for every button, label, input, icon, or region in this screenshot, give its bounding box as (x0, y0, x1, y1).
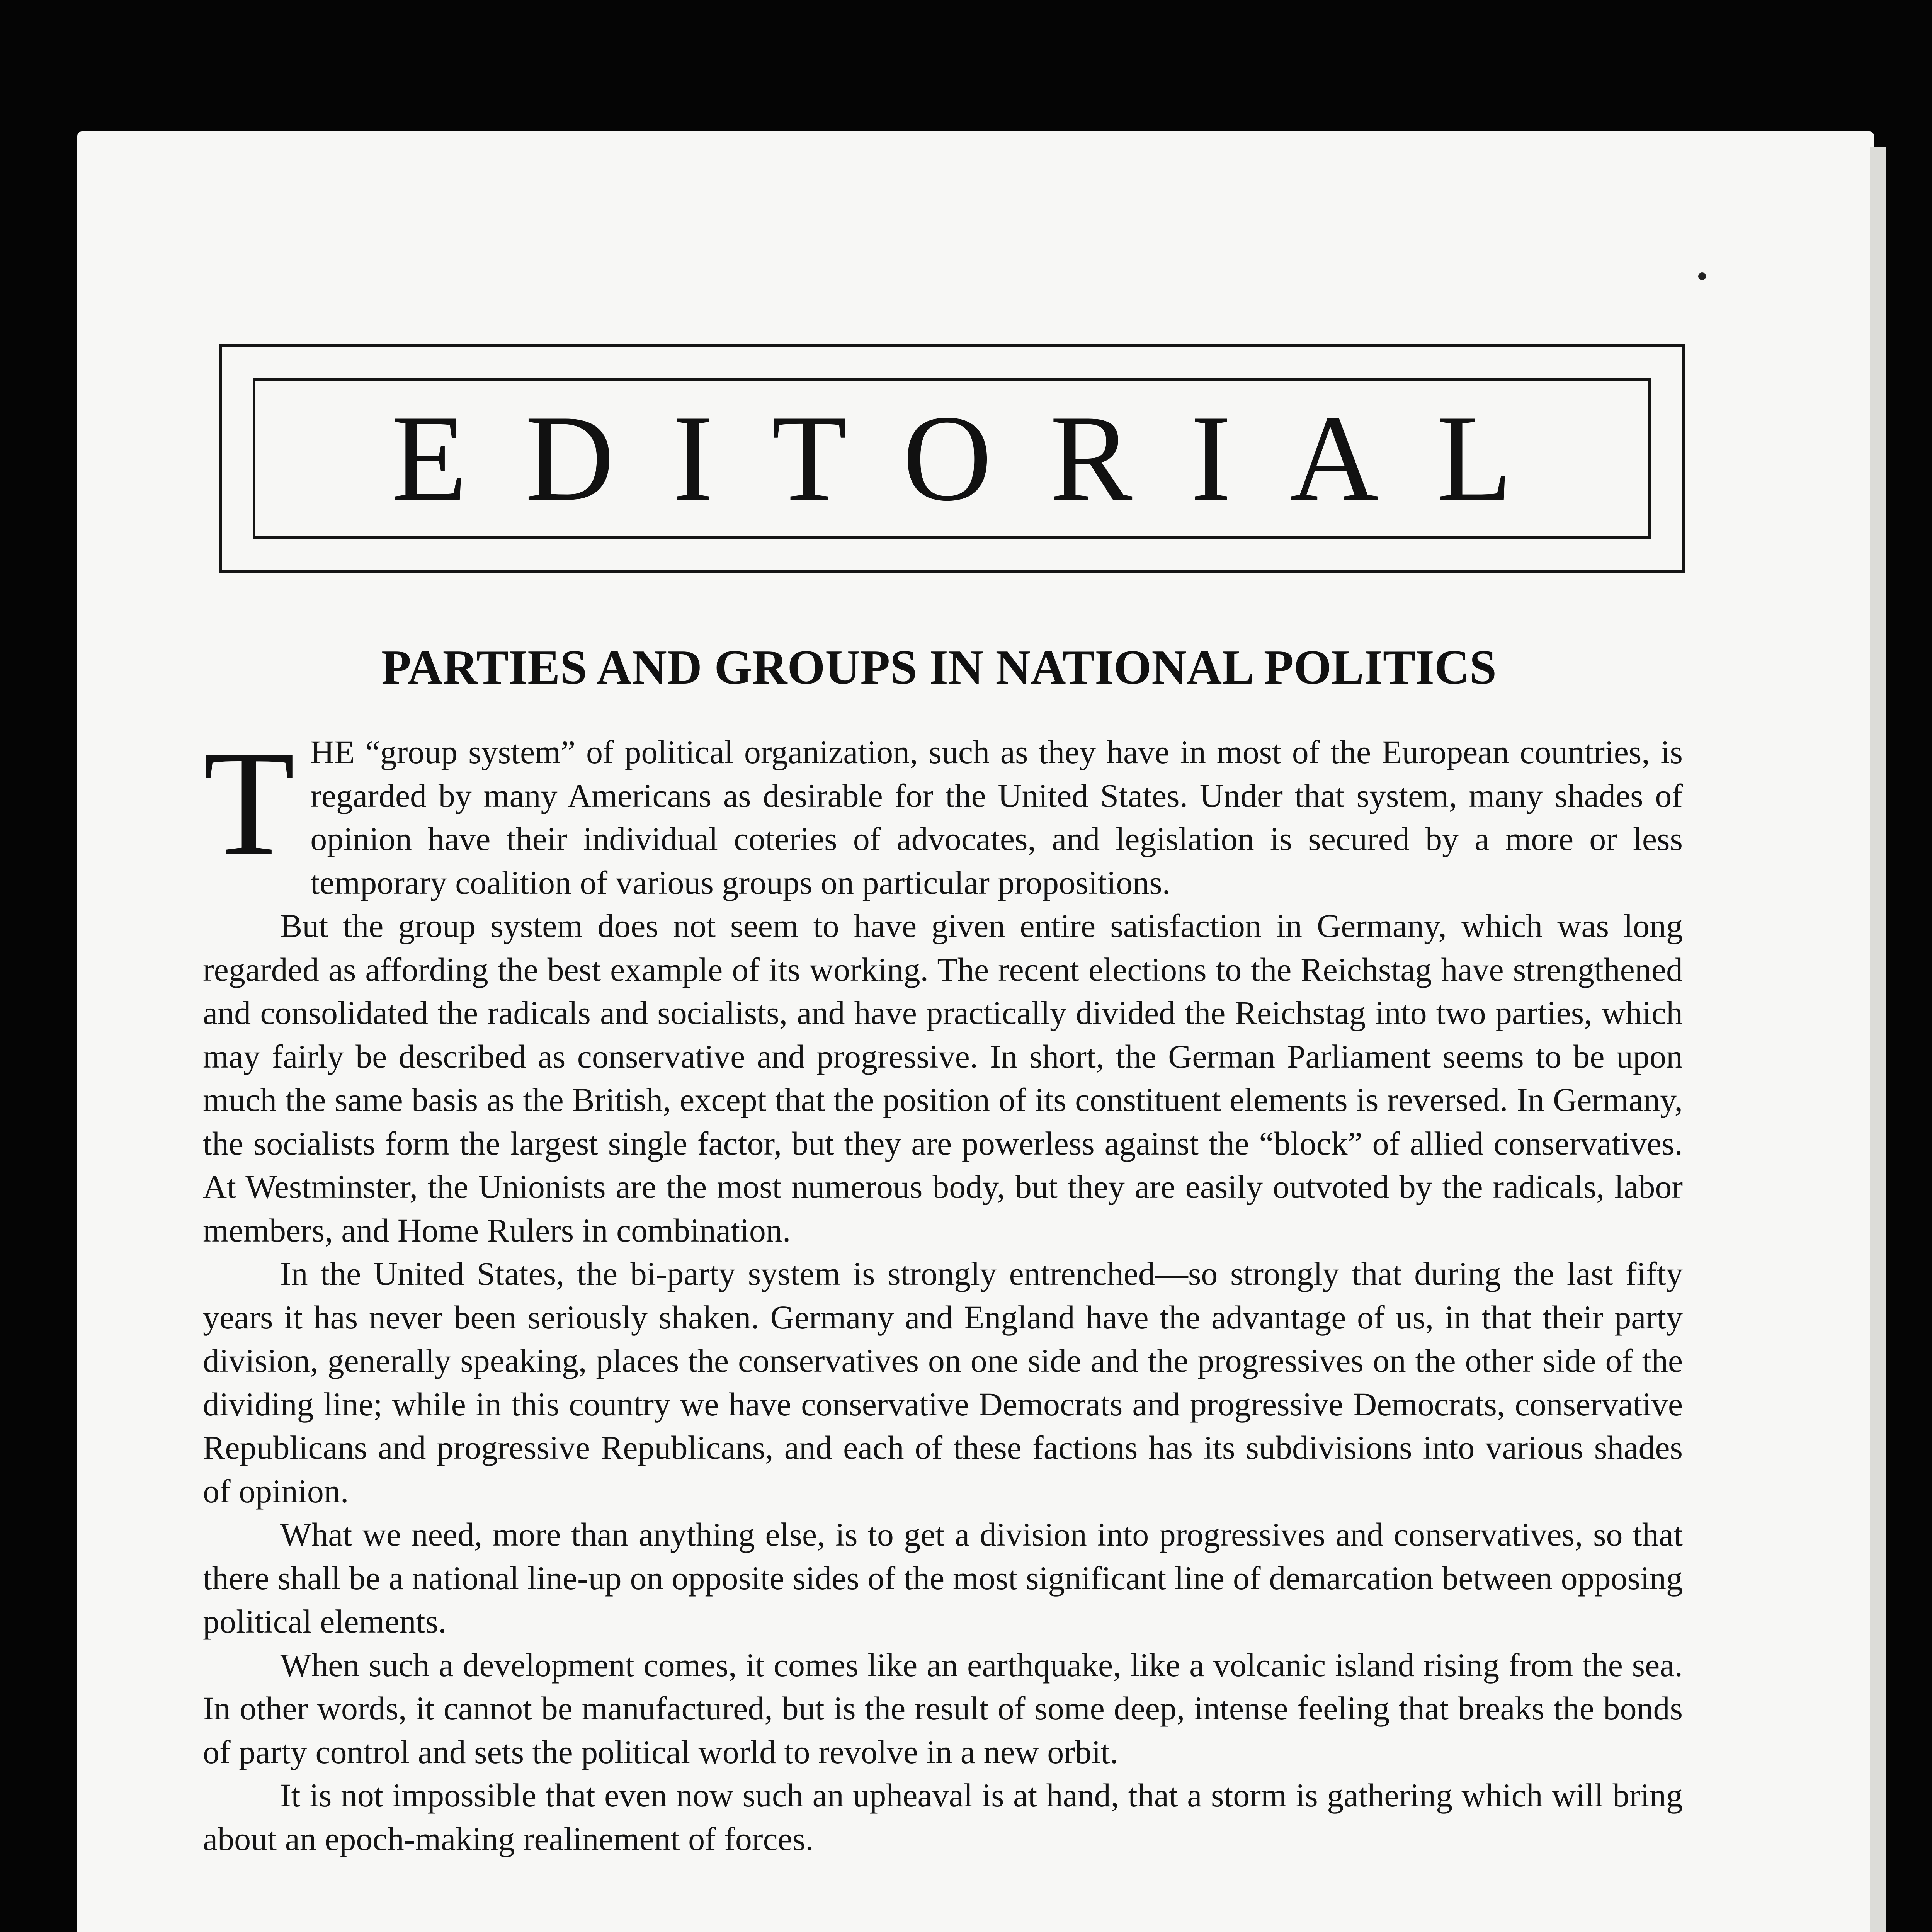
article-body (203, 719, 1683, 1861)
paragraph: HE “group system” of political organization, such as they have in most of the European countries, is regarded by many Americans as desirable for the United States. Under that system, many shades of opinion have their individual coteries of advocates, and legislation is secured by a more or less temporary coalition of various groups on particular propositions. (310, 733, 1683, 901)
drop-cap: T (203, 719, 295, 886)
editorial-banner (219, 344, 1685, 573)
paragraph: What we need, more than anything else, is to get a division into progressives and conservatives, so that there shall be a national line-up on opposite sides of the most significant line of demarcation between opposing political elements. (203, 1516, 1683, 1640)
paragraph: It is not impossible that even now such an upheaval is at hand, that a storm is gathering which will bring about an epoch-making realinement of forces. (203, 1777, 1683, 1857)
article-headline: PARTIES AND GROUPS IN NATIONAL POLITICS (381, 641, 1497, 694)
dust-speck (1698, 272, 1706, 280)
banner-inner-frame (253, 378, 1651, 539)
paragraph: In the United States, the bi-party system is strongly entrenched—so strongly that during the last fifty years it has never been seriously shaken. Germany and England have the advantage of us, in that their party division, generally speaking, places the conservatives on one side and the progressives on the other side of the dividing line; while in this country we have conservative Democrats and progressive Democrats, conservative Republicans and progressive Republicans, and each of these factions has its subdivisions into various shades of opinion. (203, 1255, 1683, 1510)
paragraph: But the group system does not seem to have given entire satisfaction in Germany, which was long regarded as affording the best example of its working. The recent elections to the Reichstag have strengthened and consolidated the radicals and socialists, and have practically divided the Reichstag into two parties, which may fairly be described as conservative and progressive. In short, the German Parliament seems to be upon much the same basis as the British, except that the position of its constituent elements is reversed. In Germany, the socialists form the largest single factor, but they are powerless against the “block” of allied conservatives. At Westminster, the Unionists are the most numerous body, but they are easily outvoted by the radicals, labor members, and Home Rulers in combination. (203, 907, 1683, 1249)
paragraph: When such a development comes, it comes like an earthquake, like a volcanic island rising from the sea. In other words, it cannot be manufactured, but is the result of some deep, intense feeling that breaks the bonds of party control and sets the political world to revolve in a new orbit. (203, 1646, 1683, 1770)
facing-page-edge (1870, 147, 1886, 1932)
banner-title: EDITORIAL (391, 390, 1570, 527)
